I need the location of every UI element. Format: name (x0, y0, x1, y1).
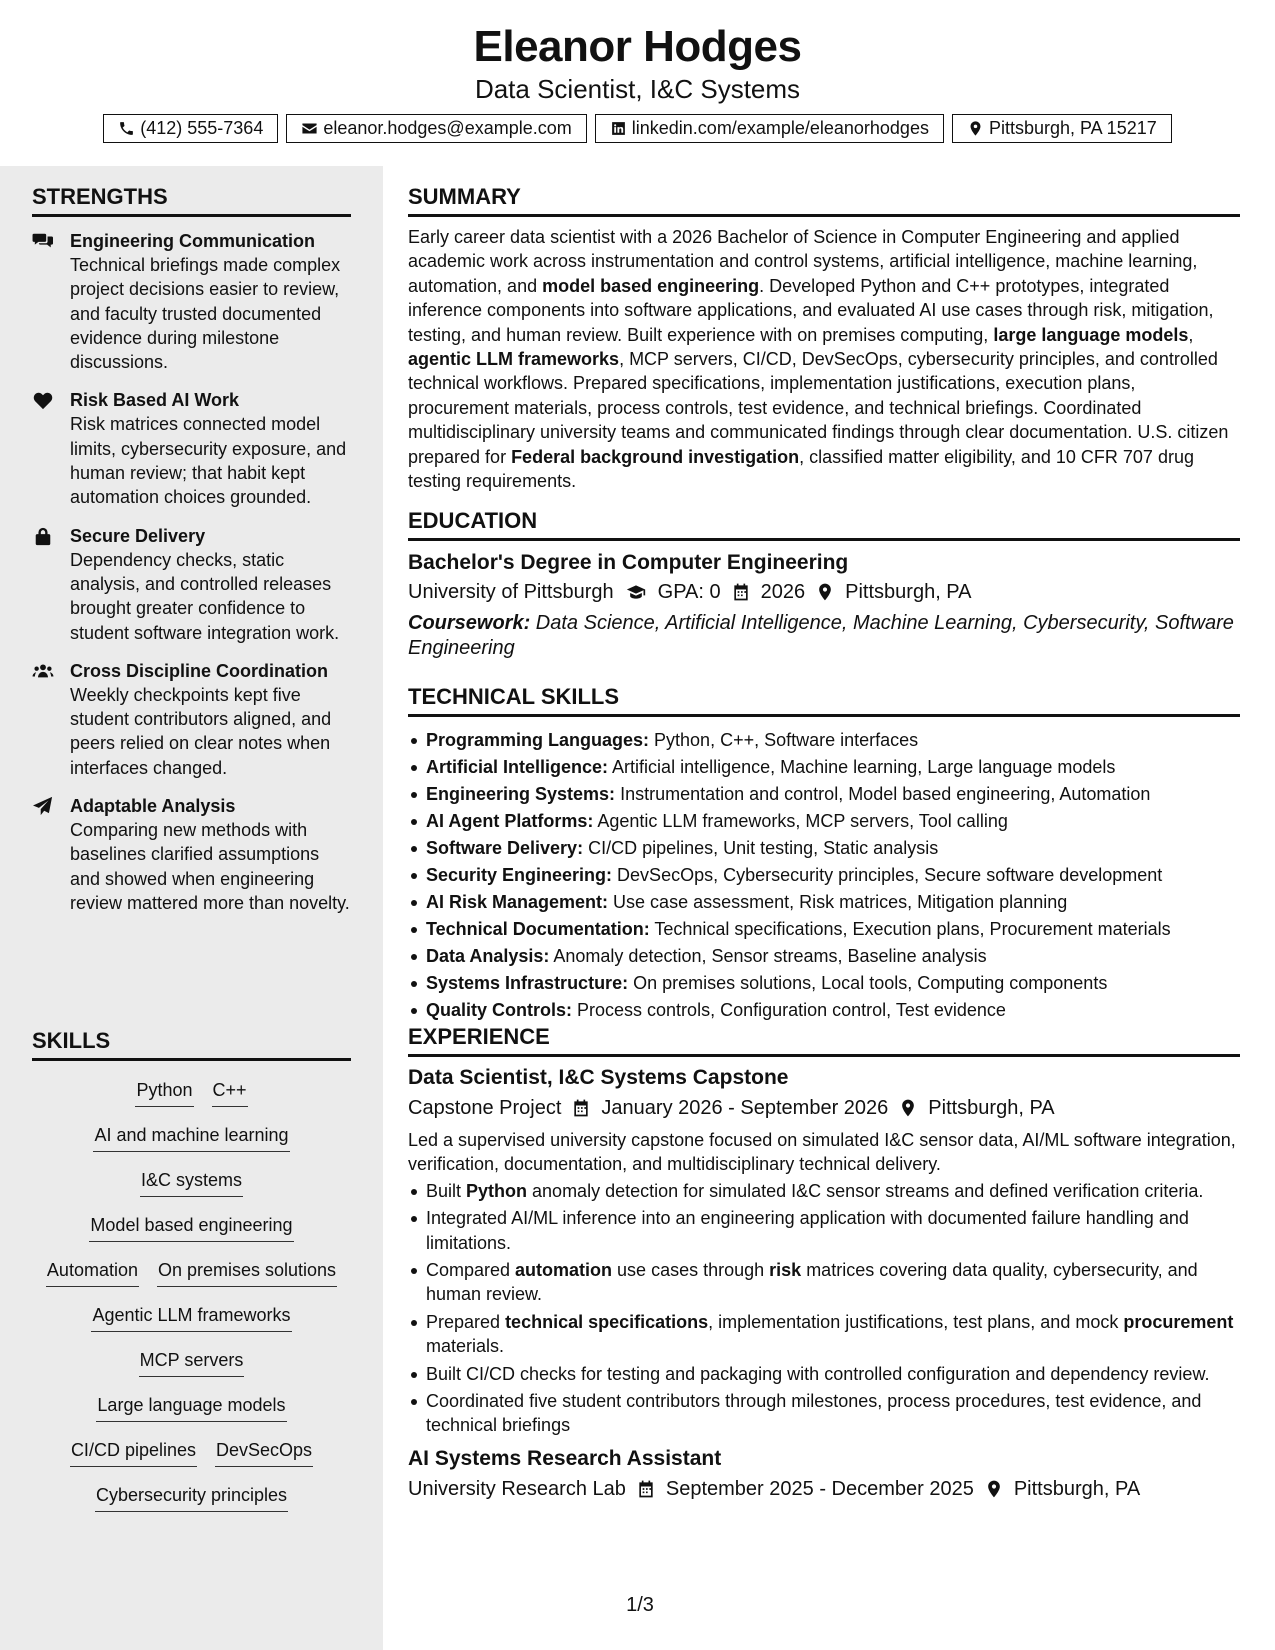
map-pin-icon (974, 1479, 1014, 1499)
list-item: Coordinated five student contributors through milestones, process procedures, test evidence, and technical briefings (408, 1389, 1240, 1438)
skill-tag: MCP servers (139, 1347, 245, 1377)
users-icon (32, 661, 54, 681)
job-meta (408, 1093, 1240, 1123)
contact-location[interactable] (952, 114, 1172, 143)
list-item: Built CI/CD checks for testing and packaging with controlled configuration and dependency review. (408, 1362, 1240, 1386)
list-item: Artificial Intelligence: Artificial intelligence, Machine learning, Large language models (408, 754, 1240, 781)
map-pin-icon (888, 1098, 928, 1118)
experience-heading: EXPERIENCE (408, 1024, 1240, 1057)
skill-tag: Automation (46, 1257, 139, 1287)
candidate-name: Eleanor Hodges (473, 22, 802, 71)
skills-section (32, 1028, 351, 1527)
job-org: Capstone Project (408, 1097, 562, 1119)
list-item: AI Agent Platforms: Agentic LLM frameworks, MCP servers, Tool calling (408, 808, 1240, 835)
summary-heading: SUMMARY (408, 184, 1240, 217)
skill-tag: Large language models (96, 1392, 286, 1422)
skill-tag: CI/CD pipelines (70, 1437, 197, 1467)
calendar-icon (561, 1098, 601, 1118)
skills-heading: SKILLS (32, 1028, 351, 1061)
list-item: Programming Languages: Python, C++, Software interfaces (408, 727, 1240, 754)
summary-text: Early career data scientist with a 2026 Bachelor of Science in Computer Engineering and applied academic work across instrumentation and control systems, artificial intelligence, machine learning, automation, and model based engineering. Developed Python and C++ prototypes, integrated inference components into software applications, and evaluated AI use cases through risk, mitigation, testing, and human review. Built experience with on premises computing, large language models, agentic LLM frameworks, MCP servers, CI/CD, DevSecOps, cybersecurity principles, and controlled technical workflows. Prepared specifications, implementation justifications, execution plans, procurement materials, process controls, test evidence, and technical briefings. Coordinated multidisciplinary university teams and communicated findings through clear documentation. U.S. citizen prepared for Federal background investigation, classified matter eligibility, and 10 CFR 707 drug testing requirements. (408, 227, 1229, 492)
strength-desc: Dependency checks, static analysis, and controlled releases brought greater confidence to student software integration work. (70, 549, 340, 643)
skill-tag: Python (135, 1077, 193, 1107)
skill-tag: I&C systems (140, 1167, 243, 1197)
technical-skills-section (408, 684, 1240, 1024)
strength-desc: Comparing new methods with baselines clarified assumptions and showed when engineering review mattered more than novelty. (70, 820, 350, 913)
calendar-icon (626, 1479, 666, 1499)
job-dates: January 2026 - September 2026 (601, 1097, 889, 1119)
technical-skills-list (408, 727, 1240, 1024)
strengths-heading: STRENGTHS (32, 184, 351, 217)
skill-tag: Agentic LLM frameworks (91, 1302, 291, 1332)
linkedin-icon (610, 120, 627, 137)
strength-item (32, 794, 351, 915)
skill-tag: Model based engineering (89, 1212, 293, 1242)
strength-desc: Weekly checkpoints kept five student contributors aligned, and peers relied on clear notes when interfaces changed. (70, 684, 332, 778)
page-number: 1/3 (626, 1594, 654, 1616)
list-item: Integrated AI/ML inference into an engineering application with documented failure handling and limitations. (408, 1206, 1240, 1255)
list-item: Built Python anomaly detection for simulated I&C sensor streams and defined verification criteria. (408, 1179, 1240, 1203)
strength-item (32, 388, 351, 509)
technical-skills-heading: TECHNICAL SKILLS (408, 684, 1240, 717)
resume-header (0, 0, 1275, 166)
list-item: Quality Controls: Process controls, Configuration control, Test evidence (408, 997, 1240, 1024)
list-item: Systems Infrastructure: On premises solutions, Local tools, Computing components (408, 970, 1240, 997)
contact-phone[interactable] (103, 114, 278, 143)
map-pin-icon (805, 582, 845, 602)
calendar-icon (721, 582, 761, 602)
skill-tag: Cybersecurity principles (95, 1482, 288, 1512)
comments-icon (32, 231, 54, 251)
graduation-cap-icon (614, 582, 658, 602)
job-meta (408, 1474, 1240, 1504)
job-dates: September 2025 - December 2025 (665, 1477, 974, 1500)
contact-linkedin[interactable] (595, 114, 944, 143)
skill-tag: C++ (212, 1077, 248, 1107)
coursework: Coursework: Data Science, Artificial Intelligence, Machine Learning, Cybersecurity, Software Engineering (408, 612, 1234, 659)
location-text: Pittsburgh, PA 15217 (988, 118, 1157, 138)
skill-tag: AI and machine learning (93, 1122, 289, 1152)
strength-title: Adaptable Analysis (70, 796, 236, 817)
map-pin-icon (967, 120, 984, 137)
gpa-text: GPA: 0 (657, 581, 721, 603)
strength-title: Engineering Communication (70, 231, 316, 251)
list-item: Data Analysis: Anomaly detection, Sensor streams, Baseline analysis (408, 943, 1240, 970)
summary-section (408, 184, 1240, 493)
skill-tag: DevSecOps (215, 1437, 313, 1467)
linkedin-text: linkedin.com/example/eleanorhodges (631, 118, 929, 138)
list-item: Engineering Systems: Instrumentation and control, Model based engineering, Automation (408, 781, 1240, 808)
strength-desc: Risk matrices connected model limits, cybersecurity exposure, and human review; that habit kept automation choices grounded. (70, 414, 347, 508)
job-title: Data Scientist, I&C Systems Capstone (408, 1066, 789, 1089)
contact-bar (0, 114, 1275, 143)
experience-section (408, 1024, 1240, 1504)
strength-item (32, 229, 351, 374)
paper-plane-icon (32, 796, 54, 816)
list-item: Security Engineering: DevSecOps, Cybersecurity principles, Secure software development (408, 862, 1240, 889)
job-bullets (408, 1179, 1240, 1438)
strength-title: Cross Discipline Coordination (70, 660, 329, 681)
list-item: AI Risk Management: Use case assessment, Risk matrices, Mitigation planning (408, 889, 1240, 916)
job-location: Pittsburgh, PA (928, 1097, 1055, 1119)
graduation-year: 2026 (760, 581, 806, 603)
education-section (408, 508, 1240, 661)
skill-tag: On premises solutions (157, 1257, 337, 1287)
lock-icon (32, 526, 54, 546)
education-meta (408, 577, 1240, 607)
list-item: Prepared technical specifications, implementation justifications, test plans, and mock procurement materials. (408, 1310, 1240, 1359)
strengths-section (32, 184, 351, 929)
job-title: AI Systems Research Assistant (408, 1446, 722, 1470)
strength-title: Secure Delivery (70, 525, 206, 546)
contact-email[interactable] (286, 114, 586, 143)
degree-title: Bachelor's Degree in Computer Engineering (408, 551, 849, 574)
heart-icon (32, 390, 54, 410)
job-location: Pittsburgh, PA (1013, 1477, 1141, 1500)
list-item: Technical Documentation: Technical specifications, Execution plans, Procurement materials (408, 916, 1240, 943)
job-intro: Led a supervised university capstone focused on simulated I&C sensor data, AI/ML software integration, verification, documentation, and multidisciplinary technical delivery. (408, 1130, 1236, 1175)
email-text: eleanor.hodges@example.com (323, 118, 572, 138)
phone-text: (412) 555-7364 (140, 118, 264, 138)
job-org: University Research Lab (408, 1477, 626, 1500)
candidate-title: Data Scientist, I&C Systems (474, 74, 801, 104)
strength-item (32, 524, 351, 645)
list-item: Software Delivery: CI/CD pipelines, Unit testing, Static analysis (408, 835, 1240, 862)
phone-icon (118, 120, 135, 137)
envelope-icon (301, 120, 318, 137)
sidebar (0, 166, 383, 1650)
strength-title: Risk Based AI Work (70, 390, 240, 411)
school-name: University of Pittsburgh (408, 581, 614, 603)
list-item: Compared automation use cases through risk matrices covering data quality, cybersecurity, and human review. (408, 1258, 1240, 1307)
strength-desc: Technical briefings made complex project decisions easier to review, and faculty trusted documented evidence during milestone discussions. (70, 255, 341, 373)
education-heading: EDUCATION (408, 508, 1240, 541)
education-location: Pittsburgh, PA (845, 581, 972, 603)
strength-item (32, 659, 351, 780)
